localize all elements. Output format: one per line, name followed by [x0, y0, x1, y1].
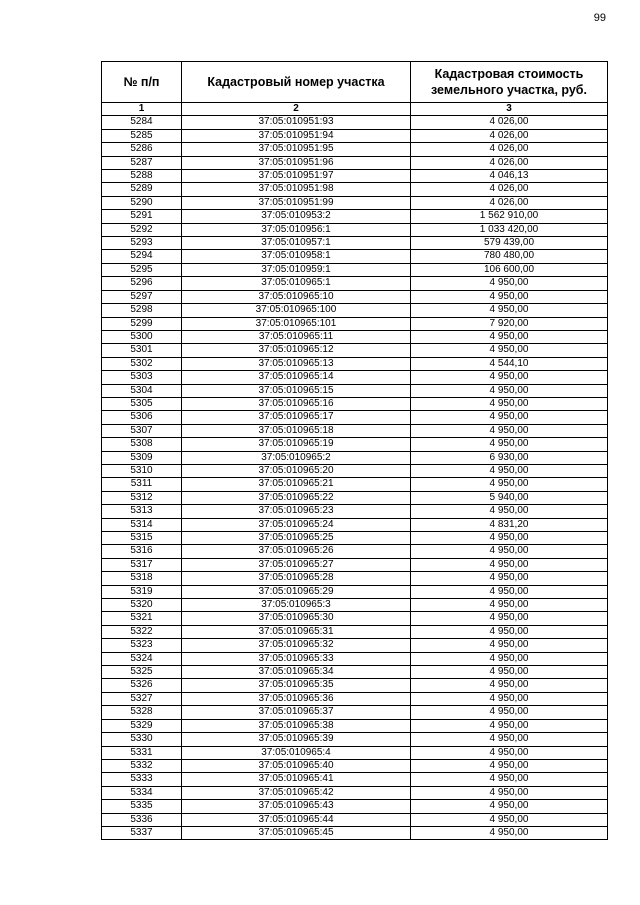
- table-row: [102, 317, 608, 330]
- cell-row-number: 5324: [102, 652, 182, 665]
- table-row: [102, 424, 608, 437]
- cell-cadastral-value: 4 950,00: [411, 786, 608, 799]
- cell-row-number: 5304: [102, 384, 182, 397]
- cell-cadastral-number: 37:05:010965:101: [182, 317, 411, 330]
- cell-row-number: 5306: [102, 411, 182, 424]
- cell-cadastral-value: 4 950,00: [411, 371, 608, 384]
- cell-cadastral-number: 37:05:010965:16: [182, 397, 411, 410]
- table-row: [102, 116, 608, 129]
- cell-cadastral-number: 37:05:010965:45: [182, 826, 411, 839]
- cell-cadastral-number: 37:05:010965:38: [182, 719, 411, 732]
- cell-cadastral-value: 4 950,00: [411, 706, 608, 719]
- table-row: [102, 183, 608, 196]
- cell-cadastral-value: 4 544,10: [411, 357, 608, 370]
- cell-cadastral-value: 4 950,00: [411, 746, 608, 759]
- cell-row-number: 5291: [102, 210, 182, 223]
- cell-cadastral-value: 4 950,00: [411, 464, 608, 477]
- table-row: [102, 505, 608, 518]
- cell-cadastral-number: 37:05:010965:100: [182, 304, 411, 317]
- table-row: [102, 518, 608, 531]
- cell-row-number: 5316: [102, 545, 182, 558]
- cell-cadastral-number: 37:05:010953:2: [182, 210, 411, 223]
- cell-row-number: 5290: [102, 196, 182, 209]
- cell-row-number: 5286: [102, 143, 182, 156]
- cell-cadastral-number: 37:05:010965:25: [182, 532, 411, 545]
- cell-row-number: 5303: [102, 371, 182, 384]
- cell-cadastral-number: 37:05:010965:28: [182, 572, 411, 585]
- cell-cadastral-number: 37:05:010965:1: [182, 277, 411, 290]
- cell-cadastral-value: 4 950,00: [411, 397, 608, 410]
- cell-cadastral-number: 37:05:010965:40: [182, 759, 411, 772]
- cell-cadastral-value: 4 950,00: [411, 733, 608, 746]
- table-header-row: [102, 62, 608, 103]
- cell-cadastral-number: 37:05:010965:3: [182, 599, 411, 612]
- table-row: [102, 156, 608, 169]
- cell-row-number: 5336: [102, 813, 182, 826]
- cell-cadastral-value: 4 950,00: [411, 585, 608, 598]
- cell-cadastral-value: 780 480,00: [411, 250, 608, 263]
- cell-cadastral-value: 4 950,00: [411, 625, 608, 638]
- cell-row-number: 5288: [102, 170, 182, 183]
- header-cadastral-number: Кадастровый номер участка: [182, 62, 411, 103]
- cell-row-number: 5317: [102, 558, 182, 571]
- cell-cadastral-number: 37:05:010965:32: [182, 639, 411, 652]
- cell-cadastral-number: 37:05:010965:11: [182, 330, 411, 343]
- cell-row-number: 5332: [102, 759, 182, 772]
- cell-cadastral-number: 37:05:010951:99: [182, 196, 411, 209]
- table-row: [102, 545, 608, 558]
- cell-row-number: 5292: [102, 223, 182, 236]
- cell-cadastral-number: 37:05:010965:44: [182, 813, 411, 826]
- cell-row-number: 5328: [102, 706, 182, 719]
- cell-row-number: 5297: [102, 290, 182, 303]
- table-row: [102, 451, 608, 464]
- cell-row-number: 5289: [102, 183, 182, 196]
- table-row: [102, 666, 608, 679]
- cell-cadastral-number: 37:05:010951:94: [182, 129, 411, 142]
- cell-cadastral-value: 4 026,00: [411, 129, 608, 142]
- table-row: [102, 759, 608, 772]
- cell-cadastral-number: 37:05:010965:2: [182, 451, 411, 464]
- cell-cadastral-number: 37:05:010965:23: [182, 505, 411, 518]
- cell-cadastral-value: 4 950,00: [411, 424, 608, 437]
- cell-cadastral-value: 106 600,00: [411, 263, 608, 276]
- cell-cadastral-number: 37:05:010965:36: [182, 692, 411, 705]
- cell-cadastral-number: 37:05:010965:31: [182, 625, 411, 638]
- cell-cadastral-number: 37:05:010965:22: [182, 491, 411, 504]
- table-body: [102, 116, 608, 840]
- cell-cadastral-value: 4 026,00: [411, 196, 608, 209]
- cell-cadastral-number: 37:05:010951:95: [182, 143, 411, 156]
- cell-cadastral-value: 4 950,00: [411, 612, 608, 625]
- cell-cadastral-value: 4 950,00: [411, 692, 608, 705]
- table-row: [102, 438, 608, 451]
- table-row: [102, 277, 608, 290]
- table-row: [102, 679, 608, 692]
- cell-row-number: 5298: [102, 304, 182, 317]
- cell-row-number: 5331: [102, 746, 182, 759]
- cell-cadastral-value: 4 950,00: [411, 505, 608, 518]
- cell-cadastral-number: 37:05:010965:34: [182, 666, 411, 679]
- table-row: [102, 652, 608, 665]
- cell-cadastral-number: 37:05:010965:41: [182, 773, 411, 786]
- cell-cadastral-value: 579 439,00: [411, 237, 608, 250]
- cell-row-number: 5287: [102, 156, 182, 169]
- cell-cadastral-value: 4 950,00: [411, 411, 608, 424]
- cell-cadastral-value: 4 046,13: [411, 170, 608, 183]
- cell-cadastral-value: 4 950,00: [411, 666, 608, 679]
- table-row: [102, 223, 608, 236]
- cell-row-number: 5325: [102, 666, 182, 679]
- table-row: [102, 250, 608, 263]
- cell-cadastral-value: 4 950,00: [411, 290, 608, 303]
- table-row: [102, 585, 608, 598]
- cell-row-number: 5295: [102, 263, 182, 276]
- cell-cadastral-value: 4 950,00: [411, 800, 608, 813]
- cell-row-number: 5299: [102, 317, 182, 330]
- table-row: [102, 746, 608, 759]
- table-row: [102, 344, 608, 357]
- cell-cadastral-number: 37:05:010965:21: [182, 478, 411, 491]
- cell-cadastral-number: 37:05:010965:10: [182, 290, 411, 303]
- cell-row-number: 5319: [102, 585, 182, 598]
- table-row: [102, 786, 608, 799]
- cell-cadastral-number: 37:05:010965:30: [182, 612, 411, 625]
- table-row: [102, 129, 608, 142]
- table-row: [102, 639, 608, 652]
- cell-cadastral-value: 6 930,00: [411, 451, 608, 464]
- cell-cadastral-value: 4 026,00: [411, 116, 608, 129]
- cell-row-number: 5309: [102, 451, 182, 464]
- table-row: [102, 464, 608, 477]
- cell-cadastral-value: 1 033 420,00: [411, 223, 608, 236]
- cell-cadastral-value: 4 950,00: [411, 813, 608, 826]
- cell-cadastral-value: 4 950,00: [411, 438, 608, 451]
- table-row: [102, 773, 608, 786]
- cell-cadastral-value: 4 950,00: [411, 773, 608, 786]
- cell-cadastral-number: 37:05:010965:24: [182, 518, 411, 531]
- cell-row-number: 5327: [102, 692, 182, 705]
- cell-row-number: 5321: [102, 612, 182, 625]
- cell-cadastral-number: 37:05:010951:96: [182, 156, 411, 169]
- cell-row-number: 5335: [102, 800, 182, 813]
- table-row: [102, 813, 608, 826]
- header-cadastral-value: Кадастровая стоимость земельного участка, руб.: [411, 62, 608, 103]
- cell-cadastral-number: 37:05:010965:27: [182, 558, 411, 571]
- cell-cadastral-number: 37:05:010965:14: [182, 371, 411, 384]
- cell-cadastral-number: 37:05:010956:1: [182, 223, 411, 236]
- cell-cadastral-value: 4 950,00: [411, 277, 608, 290]
- cell-row-number: 5329: [102, 719, 182, 732]
- cell-row-number: 5307: [102, 424, 182, 437]
- table-row: [102, 196, 608, 209]
- table-row: [102, 304, 608, 317]
- cell-row-number: 5322: [102, 625, 182, 638]
- table-row: [102, 143, 608, 156]
- table-row: [102, 692, 608, 705]
- table-row: [102, 572, 608, 585]
- cell-row-number: 5301: [102, 344, 182, 357]
- cell-row-number: 5310: [102, 464, 182, 477]
- cell-cadastral-number: 37:05:010957:1: [182, 237, 411, 250]
- table-row: [102, 371, 608, 384]
- cell-row-number: 5315: [102, 532, 182, 545]
- cell-cadastral-value: 4 026,00: [411, 156, 608, 169]
- cell-row-number: 5337: [102, 826, 182, 839]
- table-row: [102, 290, 608, 303]
- table-row: [102, 558, 608, 571]
- table-row: [102, 478, 608, 491]
- cell-cadastral-number: 37:05:010959:1: [182, 263, 411, 276]
- table-row: [102, 706, 608, 719]
- cell-cadastral-number: 37:05:010965:39: [182, 733, 411, 746]
- cell-row-number: 5326: [102, 679, 182, 692]
- cell-cadastral-number: 37:05:010965:20: [182, 464, 411, 477]
- table-row: [102, 491, 608, 504]
- page-number: 99: [593, 12, 606, 24]
- table-row: [102, 599, 608, 612]
- cell-row-number: 5300: [102, 330, 182, 343]
- cell-cadastral-number: 37:05:010965:17: [182, 411, 411, 424]
- cell-row-number: 5285: [102, 129, 182, 142]
- cell-cadastral-value: 1 562 910,00: [411, 210, 608, 223]
- cell-cadastral-number: 37:05:010965:26: [182, 545, 411, 558]
- cell-cadastral-number: 37:05:010965:15: [182, 384, 411, 397]
- cell-cadastral-value: 4 950,00: [411, 330, 608, 343]
- cell-cadastral-value: 7 920,00: [411, 317, 608, 330]
- cell-cadastral-value: 4 026,00: [411, 183, 608, 196]
- cell-cadastral-number: 37:05:010965:13: [182, 357, 411, 370]
- cell-row-number: 5302: [102, 357, 182, 370]
- header-row-number: № п/п: [102, 62, 182, 103]
- cell-cadastral-value: 4 950,00: [411, 639, 608, 652]
- cell-row-number: 5330: [102, 733, 182, 746]
- table-column-index-row: [102, 103, 608, 116]
- cell-cadastral-value: 4 026,00: [411, 143, 608, 156]
- cell-cadastral-value: 4 950,00: [411, 652, 608, 665]
- cell-cadastral-number: 37:05:010951:97: [182, 170, 411, 183]
- cell-row-number: 5308: [102, 438, 182, 451]
- cell-cadastral-number: 37:05:010958:1: [182, 250, 411, 263]
- table-row: [102, 612, 608, 625]
- cell-cadastral-number: 37:05:010965:29: [182, 585, 411, 598]
- cell-cadastral-number: 37:05:010965:37: [182, 706, 411, 719]
- column-index-1: 1: [102, 103, 182, 116]
- cell-cadastral-number: 37:05:010965:4: [182, 746, 411, 759]
- cell-row-number: 5313: [102, 505, 182, 518]
- cell-row-number: 5312: [102, 491, 182, 504]
- cell-cadastral-value: 4 950,00: [411, 304, 608, 317]
- cell-row-number: 5333: [102, 773, 182, 786]
- table-row: [102, 733, 608, 746]
- cell-cadastral-value: 4 950,00: [411, 384, 608, 397]
- cell-cadastral-value: 4 950,00: [411, 572, 608, 585]
- cell-cadastral-value: 4 950,00: [411, 719, 608, 732]
- table-row: [102, 263, 608, 276]
- cell-cadastral-value: 4 950,00: [411, 344, 608, 357]
- cell-cadastral-value: 4 950,00: [411, 545, 608, 558]
- cell-cadastral-number: 37:05:010965:18: [182, 424, 411, 437]
- cell-row-number: 5294: [102, 250, 182, 263]
- cadastral-value-table: [101, 61, 608, 840]
- table-row: [102, 719, 608, 732]
- cell-cadastral-number: 37:05:010965:12: [182, 344, 411, 357]
- cell-cadastral-value: 5 940,00: [411, 491, 608, 504]
- cell-row-number: 5318: [102, 572, 182, 585]
- cell-cadastral-number: 37:05:010965:33: [182, 652, 411, 665]
- cell-row-number: 5314: [102, 518, 182, 531]
- cell-cadastral-value: 4 950,00: [411, 679, 608, 692]
- table-row: [102, 210, 608, 223]
- cell-row-number: 5334: [102, 786, 182, 799]
- cell-cadastral-number: 37:05:010951:93: [182, 116, 411, 129]
- table-row: [102, 625, 608, 638]
- table-row: [102, 170, 608, 183]
- cell-cadastral-value: 4 950,00: [411, 826, 608, 839]
- cell-cadastral-number: 37:05:010965:19: [182, 438, 411, 451]
- cell-row-number: 5323: [102, 639, 182, 652]
- table-row: [102, 800, 608, 813]
- cell-cadastral-number: 37:05:010965:35: [182, 679, 411, 692]
- cell-cadastral-value: 4 950,00: [411, 532, 608, 545]
- table-row: [102, 384, 608, 397]
- cell-row-number: 5305: [102, 397, 182, 410]
- table-row: [102, 397, 608, 410]
- table-row: [102, 237, 608, 250]
- table-row: [102, 330, 608, 343]
- cell-row-number: 5296: [102, 277, 182, 290]
- cell-row-number: 5320: [102, 599, 182, 612]
- cell-row-number: 5311: [102, 478, 182, 491]
- table-row: [102, 826, 608, 839]
- table-row: [102, 357, 608, 370]
- cell-cadastral-number: 37:05:010965:43: [182, 800, 411, 813]
- cell-cadastral-value: 4 950,00: [411, 558, 608, 571]
- table-row: [102, 532, 608, 545]
- column-index-2: 2: [182, 103, 411, 116]
- column-index-3: 3: [411, 103, 608, 116]
- cell-row-number: 5284: [102, 116, 182, 129]
- table-row: [102, 411, 608, 424]
- cell-cadastral-value: 4 950,00: [411, 759, 608, 772]
- cell-cadastral-value: 4 950,00: [411, 478, 608, 491]
- cell-row-number: 5293: [102, 237, 182, 250]
- cell-cadastral-number: 37:05:010965:42: [182, 786, 411, 799]
- cell-cadastral-value: 4 950,00: [411, 599, 608, 612]
- cell-cadastral-value: 4 831,20: [411, 518, 608, 531]
- cell-cadastral-number: 37:05:010951:98: [182, 183, 411, 196]
